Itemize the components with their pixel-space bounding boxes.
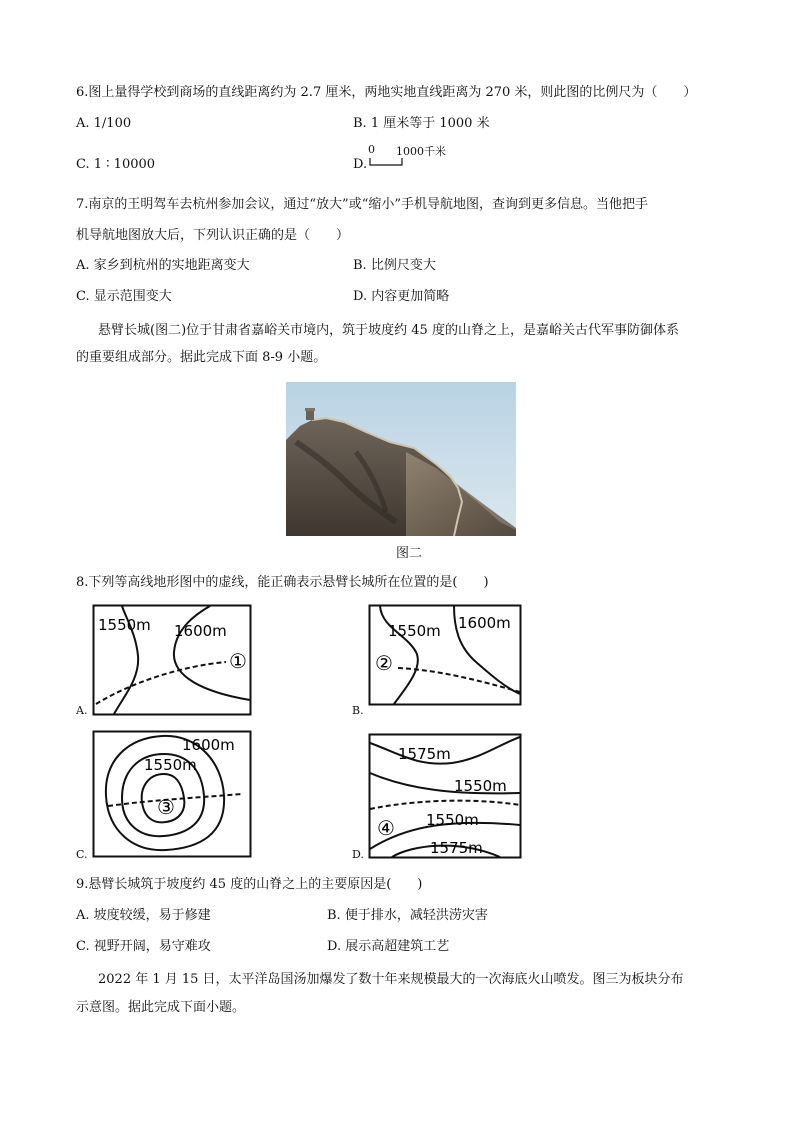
q6-option-c[interactable]: C. 1 ∶ 10000 xyxy=(76,157,156,172)
q6-stem: 6.图上量得学校到商场的直线距离约为 2.7 厘米，两地实地直线距离为 270 米，则此图的比例尺为（ ） xyxy=(76,85,697,100)
map-a-marker: ① xyxy=(229,649,247,673)
map-c-label-1600: 1600m xyxy=(182,736,235,754)
q9-option-d[interactable]: D. 展示高超建筑工艺 xyxy=(327,939,450,954)
great-wall-photo xyxy=(286,382,516,536)
q7-option-b[interactable]: B. 比例尺变大 xyxy=(353,258,436,273)
q8-stem: 8.下列等高线地形图中的虚线，能正确表示悬臂长城所在位置的是( ) xyxy=(76,575,489,590)
q9-option-a[interactable]: A. 坡度较缓，易于修建 xyxy=(76,908,211,923)
map-a-label-1550: 1550m xyxy=(98,616,151,634)
q8-option-a-letter: A. xyxy=(76,704,88,717)
map-d-marker: ④ xyxy=(377,816,395,840)
figure2-caption: 图二 xyxy=(396,546,423,561)
map-b-marker: ② xyxy=(375,651,393,675)
passage2-line2: 示意图。据此完成下面小题。 xyxy=(76,1000,246,1015)
map-d-label-1575-top: 1575m xyxy=(398,745,451,763)
q8-option-b-letter: B. xyxy=(352,704,364,717)
q8-option-d-map[interactable] xyxy=(368,733,522,863)
map-d-label-1550-bottom: 1550m xyxy=(426,811,479,829)
map-b-label-1600: 1600m xyxy=(458,614,511,632)
q6-option-d[interactable] xyxy=(353,143,463,175)
map-c-label-1550: 1550m xyxy=(144,756,197,774)
map-d-label-1550-top: 1550m xyxy=(454,777,507,795)
scale-zero-label: 0 xyxy=(368,143,375,156)
passage2-line1: 2022 年 1 月 15 日，太平洋岛国汤加爆发了数十年来规模最大的一次海底火山喷发。图三为板块分布 xyxy=(98,972,684,987)
q9-option-c[interactable]: C. 视野开阔，易守难攻 xyxy=(76,939,211,954)
q9-stem: 9.悬臂长城筑于坡度约 45 度的山脊之上的主要原因是( ) xyxy=(76,877,423,892)
scale-bar-icon xyxy=(369,157,403,167)
passage1-line2: 的重要组成部分。据此完成下面 8-9 小题。 xyxy=(76,350,327,365)
q7-option-a[interactable]: A. 家乡到杭州的实地距离变大 xyxy=(76,258,250,273)
scale-value-label: 1000千米 xyxy=(396,145,446,158)
q6-option-a[interactable]: A. 1/100 xyxy=(76,116,132,131)
q7-stem-line1: 7.南京的王明驾车去杭州参加会议，通过“放大”或“缩小”手机导航地图，查询到更多信息。当他把手 xyxy=(76,197,648,212)
q8-option-a-map[interactable] xyxy=(92,604,252,720)
map-c-marker: ③ xyxy=(157,795,175,819)
q7-option-c[interactable]: C. 显示范围变大 xyxy=(76,289,172,304)
q6-option-d-letter: D. xyxy=(353,157,368,172)
map-b-label-1550: 1550m xyxy=(388,622,441,640)
map-a-label-1600: 1600m xyxy=(174,622,227,640)
q8-option-c-letter: C. xyxy=(76,848,88,861)
q8-option-c-map[interactable] xyxy=(92,730,252,862)
q8-option-b-map[interactable] xyxy=(368,604,522,710)
q9-option-b[interactable]: B. 便于排水，减轻洪涝灾害 xyxy=(327,908,488,923)
map-d-label-1575-bottom: 1575m xyxy=(430,839,483,857)
q7-option-d[interactable]: D. 内容更加简略 xyxy=(353,289,450,304)
passage1-line1: 悬臂长城(图二)位于甘肃省嘉峪关市境内，筑于坡度约 45 度的山脊之上，是嘉峪关古代军事防御体系 xyxy=(98,323,679,338)
q6-option-b[interactable]: B. 1 厘米等于 1000 米 xyxy=(353,116,490,131)
q8-option-d-letter: D. xyxy=(352,848,364,861)
q7-stem-line2: 机导航地图放大后，下列认识正确的是（ ） xyxy=(76,228,350,243)
